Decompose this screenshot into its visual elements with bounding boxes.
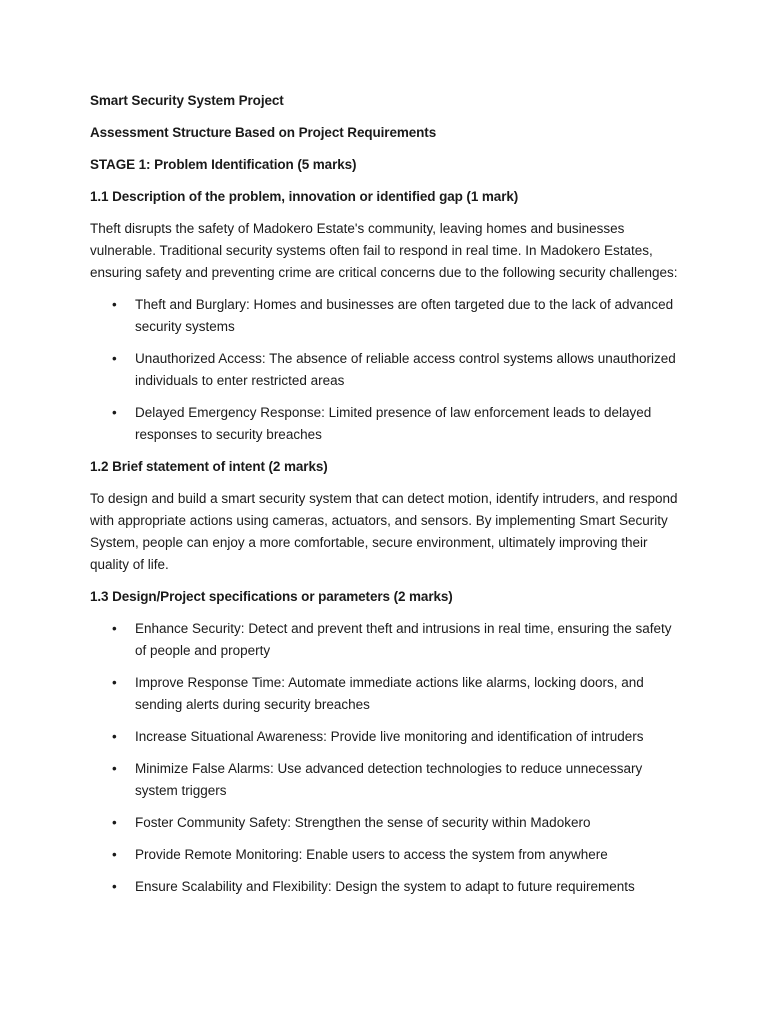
bullet-icon: • [112, 815, 117, 830]
section-1-1-heading: 1.1 Description of the problem, innovation or identified gap (1 mark) [90, 189, 519, 204]
document-title: Smart Security System Project [90, 93, 284, 108]
stage-heading: STAGE 1: Problem Identification (5 marks) [90, 157, 357, 172]
list-item [90, 672, 680, 716]
list-item [90, 844, 680, 866]
section-1-3-heading: 1.3 Design/Project specifications or parameters (2 marks) [90, 589, 453, 604]
section-1-1-list [90, 294, 680, 446]
bullet-icon: • [112, 847, 117, 862]
list-item [90, 876, 680, 898]
bullet-icon: • [112, 879, 117, 894]
bullet-icon: • [112, 729, 117, 744]
bullet-icon: • [112, 761, 117, 776]
list-item-text: Delayed Emergency Response: Limited presence of law enforcement leads to delayed responses to security breaches [135, 405, 652, 442]
bullet-icon: • [112, 675, 117, 690]
bullet-icon: • [112, 297, 117, 312]
list-item-text: Foster Community Safety: Strengthen the sense of security within Madokero [135, 815, 591, 830]
list-item-text: Minimize False Alarms: Use advanced detection technologies to reduce unnecessary system triggers [135, 761, 643, 798]
list-item [90, 618, 680, 662]
list-item-text: Provide Remote Monitoring: Enable users to access the system from anywhere [135, 847, 608, 862]
list-item-text: Unauthorized Access: The absence of reliable access control systems allows unauthorized individuals to enter restricted areas [135, 351, 676, 388]
list-item-text: Improve Response Time: Automate immediate actions like alarms, locking doors, and sending alerts during security breaches [135, 675, 644, 712]
bullet-icon: • [112, 405, 117, 420]
section-1-2-heading: 1.2 Brief statement of intent (2 marks) [90, 459, 328, 474]
document-page [90, 90, 680, 908]
list-item [90, 726, 680, 748]
list-item [90, 294, 680, 338]
list-item [90, 348, 680, 392]
bullet-icon: • [112, 351, 117, 366]
list-item-text: Theft and Burglary: Homes and businesses are often targeted due to the lack of advanced security systems [135, 297, 674, 334]
section-1-1-paragraph: Theft disrupts the safety of Madokero Estate's community, leaving homes and businesses vulnerable. Traditional security systems often fail to respond in real time. In Madokero Estates, ensuring safety and preventing crime are critical concerns due to the following security challenges: [90, 221, 678, 280]
list-item [90, 812, 680, 834]
bullet-icon: • [112, 621, 117, 636]
section-1-2-paragraph: To design and build a smart security system that can detect motion, identify intruders, and respond with appropriate actions using cameras, actuators, and sensors. By implementing Smart Security System, people can enjoy a more comfortable, secure environment, ultimately improving their quality of life. [90, 491, 678, 572]
section-1-3-list [90, 618, 680, 898]
list-item-text: Enhance Security: Detect and prevent theft and intrusions in real time, ensuring the safety of people and property [135, 621, 672, 658]
list-item [90, 402, 680, 446]
list-item [90, 758, 680, 802]
list-item-text: Increase Situational Awareness: Provide live monitoring and identification of intruders [135, 729, 644, 744]
list-item-text: Ensure Scalability and Flexibility: Design the system to adapt to future requirements [135, 879, 635, 894]
document-subtitle: Assessment Structure Based on Project Requirements [90, 125, 437, 140]
